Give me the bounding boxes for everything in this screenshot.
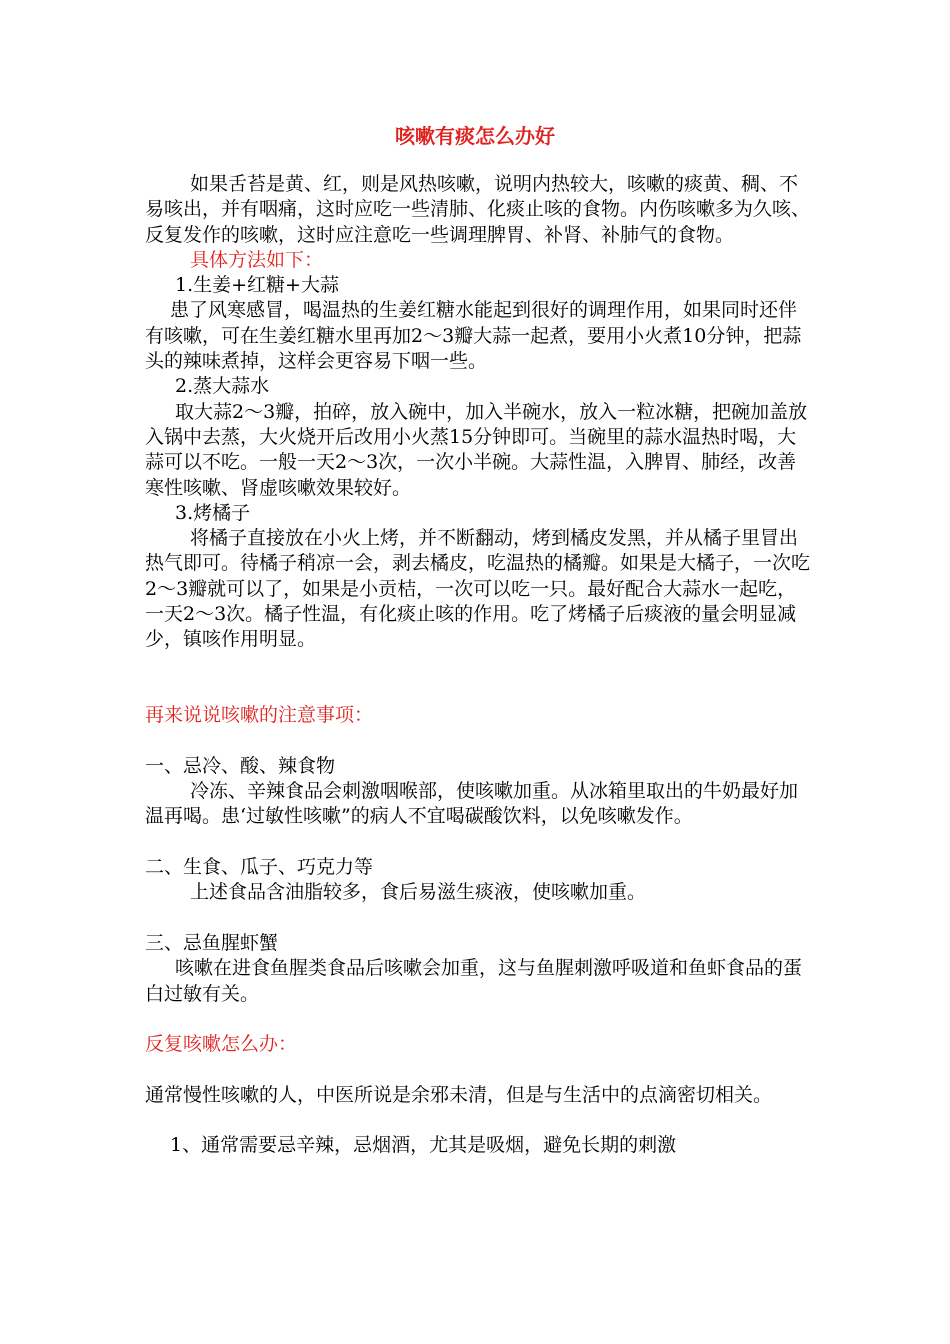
method-1-title: 1.生姜+红糖+大蒜: [175, 274, 339, 297]
method-2-title: 2.蒸大蒜水: [175, 375, 270, 398]
methods-heading: 具体方法如下：: [190, 248, 324, 271]
document-body: [145, 172, 813, 1159]
method-3-text: 将橘子直接放在小火上烤，并不断翻动，烤到橘皮发黑，并从橘子里冒出热气即可。待橘子稍凉一会，剥去橘皮，吃温热的橘瓣。如果是大橘子，一次吃2～3瓣就可以了，如果是小贡桔，一次可以吃一只。最好配合大蒜水一起吃，一天2～3次。橘子性温，有化痰止咳的作用。吃了烤橘子后痰液的量会明显减少，镇咳作用明显。: [145, 527, 811, 651]
spacer: [145, 1108, 813, 1133]
spacer: [145, 729, 813, 754]
method-1-text: 患了风寒感冒，喝温热的生姜红糖水能起到很好的调理作用，如果同时还伴有咳嗽，可在生姜红糖水里再加2～3瓣大蒜一起煮，要用小火煮10分钟，把蒜头的辣味煮掉，这样会更容易下咽一些。: [145, 299, 802, 373]
note-2-title: 二、生食、瓜子、巧克力等: [145, 856, 374, 879]
note-3-title: 三、忌鱼腥虾蟹: [145, 931, 279, 954]
spacer: [145, 906, 813, 931]
method-3-title: 3.烤橘子: [175, 501, 251, 524]
repeat-heading: 反复咳嗽怎么办：: [145, 1033, 298, 1056]
repeat-paragraph: 通常慢性咳嗽的人，中医所说是余邪未清，但是与生活中的点滴密切相关。: [145, 1083, 773, 1106]
spacer: [145, 1007, 813, 1032]
note-1-text: 冷冻、辛辣食品会刺激咽喉部，使咳嗽加重。从冰箱里取出的牛奶最好加温再喝。患‘过敏性咳嗽”的病人不宜喝碳酸饮料，以免咳嗽发作。: [145, 780, 799, 828]
notes-heading: 再来说说咳嗽的注意事项：: [145, 704, 374, 727]
document-title: 咳嗽有痰怎么办好: [395, 124, 555, 148]
spacer: [145, 653, 813, 704]
spacer: [145, 830, 813, 855]
method-2-text: 取大蒜2～3瓣，拍碎，放入碗中，加入半碗水，放入一粒冰糖，把碗加盖放入锅中去蒸，大火烧开后改用小火蒸15分钟即可。当碗里的蒜水温热时喝，大蒜可以不吃。一般一天2～3次，一次小半碗。大蒜性温，入脾胃、肺经，改善寒性咳嗽、肾虚咳嗽效果较好。: [145, 400, 808, 499]
note-1-title: 一、忌冷、酸、辣食物: [145, 754, 336, 777]
note-2-text: 上述食品含油脂较多，食后易滋生痰液，使咳嗽加重。: [190, 881, 647, 904]
repeat-item-1: 1、通常需要忌辛辣，忌烟酒，尤其是吸烟，避免长期的刺激: [170, 1134, 677, 1157]
note-3-text: 咳嗽在进食鱼腥类食品后咳嗽会加重，这与鱼腥刺激呼吸道和鱼虾食品的蛋白过敏有关。: [145, 957, 803, 1005]
spacer: [145, 1057, 813, 1082]
intro-paragraph: 如果舌苔是黄、红，则是风热咳嗽，说明内热较大，咳嗽的痰黄、稠、不易咳出，并有咽痛，这时应吃一些清肺、化痰止咳的食物。内伤咳嗽多为久咳、反复发作的咳嗽，这时应注意吃一些调理脾胃、补肾、补肺气的食物。: [145, 173, 811, 246]
